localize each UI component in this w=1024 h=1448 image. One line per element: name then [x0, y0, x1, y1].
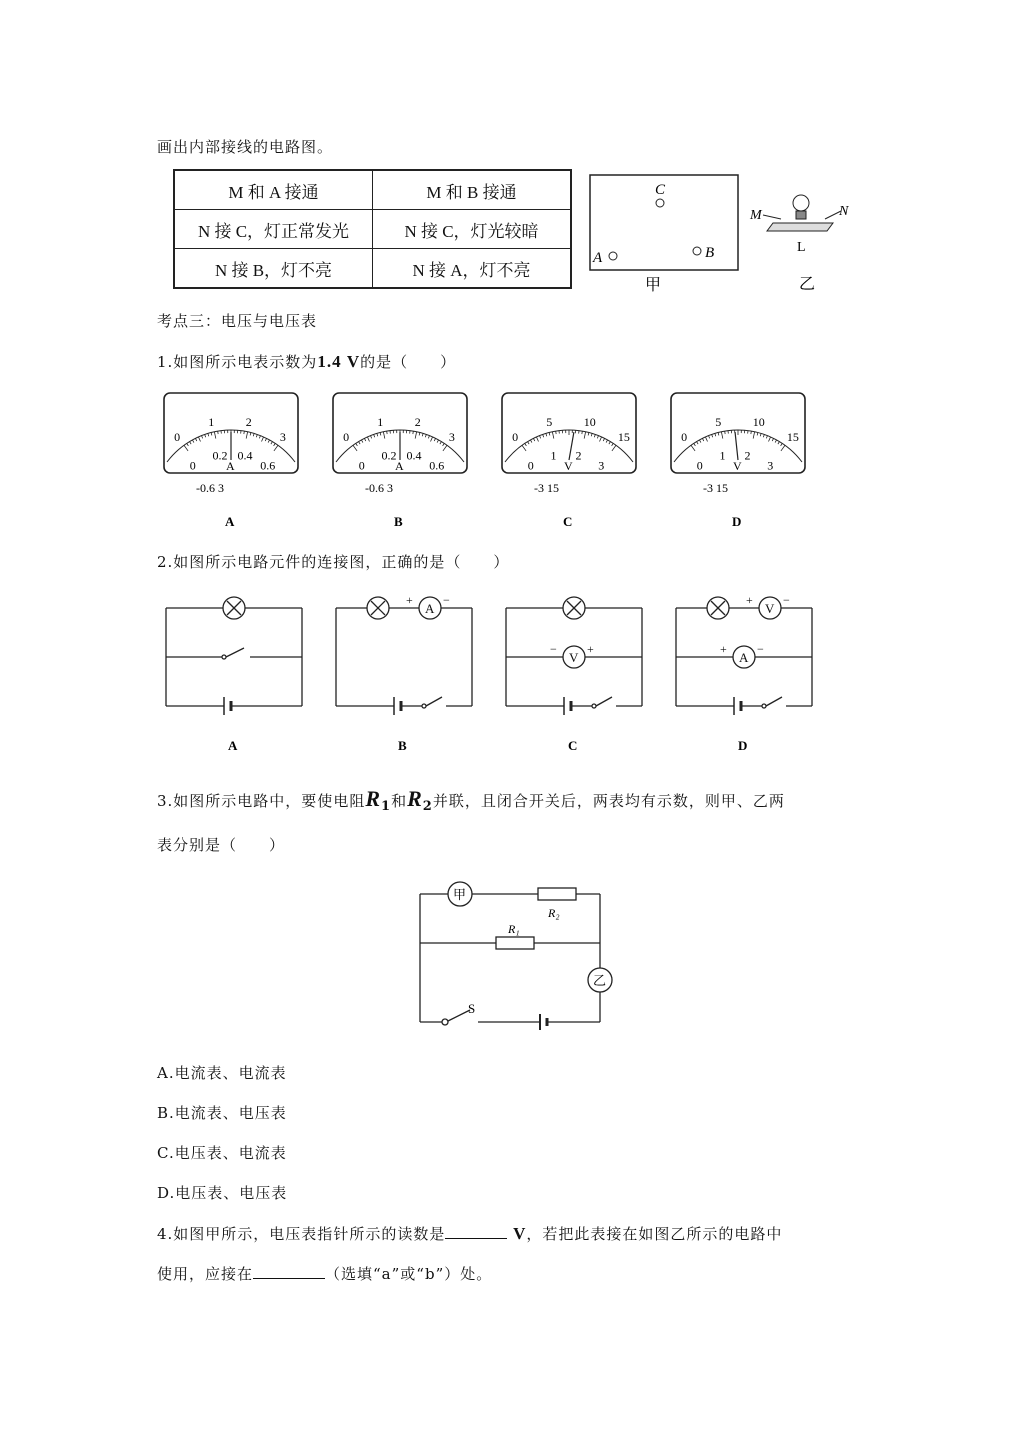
label-a: A: [593, 250, 603, 266]
svg-text:L: L: [797, 240, 806, 255]
svg-text:V: V: [569, 650, 579, 665]
meter-caption: D: [732, 514, 742, 529]
meter-bottom-label: 3: [767, 458, 774, 473]
svg-text:+: +: [406, 593, 413, 607]
circuit-D: [670, 588, 820, 758]
meter-bottom-label: 0: [189, 458, 196, 473]
meter-top-label: 0: [343, 430, 350, 445]
meter-D: [667, 390, 807, 535]
table-cell: N 接 C，灯正常发光: [174, 210, 373, 249]
meter-bottom-label: 2: [744, 448, 751, 463]
circuit-A: [160, 588, 310, 758]
meter-bottom-label: 0: [527, 458, 534, 473]
meter-unit: V: [733, 459, 742, 473]
question-4-line2: 使用，应接在 （选填“a”或“b”）处。: [157, 1265, 493, 1283]
meter-top-label: 2: [245, 414, 252, 429]
circuit-options: [160, 588, 820, 758]
meter-top-label: 3: [448, 430, 455, 445]
meter-top-label: 15: [786, 430, 799, 445]
lamp-figure: [745, 185, 860, 295]
circuit-C: [500, 588, 650, 758]
meter-caption: C: [563, 514, 573, 529]
svg-text:N: N: [839, 204, 849, 219]
meter-unit: V: [564, 459, 573, 473]
meter-terminals: -3 15: [703, 481, 728, 495]
svg-text:−: −: [443, 593, 450, 607]
option-c: C.电压表、电流表: [157, 1144, 287, 1162]
meter-needle: [569, 432, 574, 460]
meter-top-label: 5: [546, 414, 553, 429]
meter-top-label: 1: [208, 414, 215, 429]
answer-blank-1: [445, 1238, 507, 1239]
meter-unit: A: [395, 459, 404, 473]
meter-top-label: 10: [583, 414, 596, 429]
svg-text:S: S: [468, 1001, 476, 1016]
meter-bottom-label: 0.2: [381, 448, 397, 463]
meter-bottom-label: 0.4: [406, 448, 422, 463]
answer-blank-2: [253, 1278, 325, 1279]
meter-top-label: 10: [752, 414, 765, 429]
meter-bottom-label: 0.6: [260, 458, 276, 473]
meter-top-label: 0: [512, 430, 519, 445]
svg-text:+: +: [720, 642, 727, 656]
meter-yi: 乙: [593, 973, 607, 988]
question-3: 3.如图所示电路中，要使电阻$R_1$和$R_2$并联，且闭合开关后，两表均有示数，则甲、乙两: [157, 786, 785, 814]
meter-top-label: 2: [414, 414, 421, 429]
meter-top-label: 3: [279, 430, 286, 445]
label-b: B: [705, 245, 715, 261]
meter-A: [160, 390, 300, 535]
q3-circuit: [410, 875, 615, 1030]
meter-terminals: -0.6 3: [196, 481, 224, 495]
svg-text:+: +: [746, 593, 753, 607]
meter-bottom-label: 1: [550, 448, 557, 463]
svg-text:M: M: [750, 208, 762, 223]
meter-C: [498, 390, 638, 535]
meter-top-label: 0: [174, 430, 181, 445]
question-4: 4.如图甲所示，电压表指针所示的读数是 V，若把此表接在如图乙所示的电路中: [157, 1224, 783, 1243]
meter-top-label: 15: [617, 430, 630, 445]
label-c: C: [655, 182, 666, 198]
option-b: B.电流表、电压表: [157, 1104, 287, 1122]
caption-jia: 甲: [645, 277, 662, 294]
meter-caption: B: [394, 514, 403, 529]
option-a: A.电流表、电流表: [157, 1064, 287, 1082]
svg-text:−: −: [783, 593, 790, 607]
circuit-caption: A: [228, 738, 238, 753]
table-cell: N 接 A，灯不亮: [373, 249, 572, 289]
meter-bottom-label: 0.6: [429, 458, 445, 473]
table-cell: N 接 B，灯不亮: [174, 249, 373, 289]
meter-bottom-label: 1: [719, 448, 726, 463]
svg-text:−: −: [757, 642, 764, 656]
question-1: 1.如图所示电表示数为1.4 V的是（ ）: [157, 352, 457, 371]
svg-text:R₁: R₁: [508, 922, 520, 936]
svg-text:−: −: [550, 642, 557, 656]
meter-bottom-label: 0.2: [212, 448, 228, 463]
circuit-caption: D: [738, 738, 748, 753]
svg-text:A: A: [425, 601, 435, 616]
meter-terminals: -3 15: [534, 481, 559, 495]
meter-unit: A: [226, 459, 235, 473]
meter-bottom-label: 0.4: [237, 448, 253, 463]
svg-text:R₂: R₂: [548, 906, 560, 920]
meter-jia: 甲: [453, 887, 467, 902]
question-3-line2: 表分别是（ ）: [157, 836, 286, 854]
circuit-B: [330, 588, 480, 758]
svg-text:乙: 乙: [799, 276, 816, 293]
question-2: 2.如图所示电路元件的连接图，正确的是（ ）: [157, 553, 510, 571]
meter-terminals: -0.6 3: [365, 481, 393, 495]
meter-top-label: 1: [377, 414, 384, 429]
meter-caption: A: [225, 514, 235, 529]
meter-bottom-label: 0: [358, 458, 365, 473]
option-d: D.电压表、电压表: [157, 1184, 288, 1202]
meter-B: [329, 390, 469, 535]
svg-text:+: +: [587, 642, 594, 656]
meter-bottom-label: 3: [598, 458, 605, 473]
meter-top-label: 5: [715, 414, 722, 429]
meter-bottom-label: 2: [575, 448, 582, 463]
meter-top-label: 0: [681, 430, 688, 445]
meter-bottom-label: 0: [696, 458, 703, 473]
table-cell: M 和 A 接通: [174, 170, 373, 210]
svg-text:V: V: [765, 601, 775, 616]
section-title: 考点三：电压与电压表: [157, 312, 318, 330]
meter-options: [160, 390, 810, 535]
svg-text:A: A: [739, 650, 749, 665]
table-cell: N 接 C，灯光较暗: [373, 210, 572, 249]
meter-needle: [735, 432, 738, 460]
table-cell: M 和 B 接通: [373, 170, 572, 210]
circuit-caption: C: [568, 738, 578, 753]
connection-table: [173, 169, 572, 289]
box-figure: [585, 170, 745, 295]
circuit-caption: B: [398, 738, 407, 753]
intro-text: 画出内部接线的电路图。: [157, 138, 334, 156]
